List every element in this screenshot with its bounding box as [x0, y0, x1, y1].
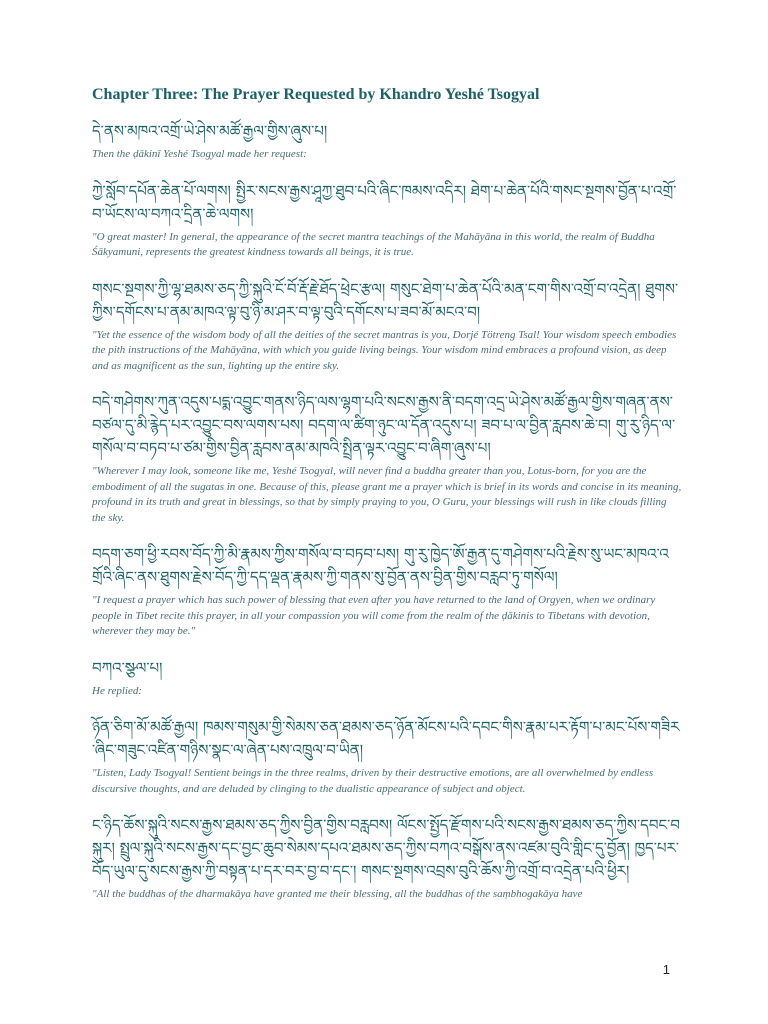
- paragraph: [92, 120, 682, 163]
- tibetan-text: བཀའ་སྩལ་པ།: [92, 658, 163, 677]
- english-translation: Then the ḍākinī Yeshé Tsogyal made her request:: [92, 148, 307, 160]
- english-translation: "I request a prayer which has such power of blessing that even after you have returned to the land of Orgyen, when we ordinary people in Tibet recite this prayer, in all your compassion you will come from the realm of the ḍākinis to Tibetans with devotion, wherever they may be.": [92, 594, 656, 637]
- paragraph: [92, 716, 682, 797]
- paragraph: [92, 278, 682, 375]
- english-translation: "Yet the essence of the wisdom body of all the deities of the secret mantras is you, Dorjé Tötreng Tsal! Your wisdom speech embodies the pith instructions of the Mahāyāna, with which you guide living beings. Your wisdom mind embraces a profound vision, as deep and as magnificent as the sun, lighting up the entire sky.: [92, 328, 677, 372]
- tibetan-text: བདག་ཅག་ཕྱི་རབས་བོད་ཀྱི་མི་རྣམས་ཀྱིས་གསོལ་བ་བཏབ་པས། གུ་རུ་ཁྱེད་ཨོ་རྒྱན་དུ་གཤེགས་པའི་རྗེས་སུ་ཡང་མཁའ་འགྲོའི་ཞིང་ནས་ཐུགས་རྗེས་བོད་ཀྱི་དད་ལྡན་རྣམས་ཀྱི་གནས་སུ་བྱོན་ནས་བྱིན་གྱིས་བརླབ་ཏུ་གསོལ།: [92, 545, 669, 586]
- document-page: [92, 84, 682, 920]
- page-number: 1: [662, 962, 670, 977]
- tibetan-text: བདེ་གཤེགས་ཀུན་འདུས་པདྨ་འབྱུང་གནས་ཉིད་ལས་ལྷག་པའི་སངས་རྒྱས་ནི་བདག་འདྲ་ཡེ་ཤེས་མཚོ་རྒྱལ་གྱིས་གཞན་ནས་བཙལ་དུ་མི་རྙེད་པར་འབྱུང་བས་ལགས་པས། བདག་ལ་ཚིག་ཉུང་ལ་དོན་འདུས་པ། ཟབ་པ་ལ་བྱིན་རླབས་ཆེ་བ། གུ་རུ་ཉིད་ལ་གསོལ་བ་བཏབ་པ་ཙམ་གྱིས་བྱིན་རླབས་ནམ་མཁའི་སྤྲིན་ལྟར་འབྱུང་བ་ཞིག་ཞུས་པ།: [92, 393, 676, 457]
- english-translation: He replied:: [92, 684, 142, 697]
- paragraph: [92, 543, 682, 640]
- paragraph: [92, 391, 682, 526]
- english-translation: "Wherever I may look, someone like me, Yeshé Tsogyal, will never find a buddha greater than you, Lotus-born, for you are the embodiment of all the sugatas in one. Because of this, please grant me a prayer which is brief in its words and concise in its meaning, profound in its truth and great in blessings, so that by simply praying to you, O Guru, your blessings will rush in like clouds filling the sky.: [92, 465, 682, 524]
- paragraph: [92, 814, 682, 903]
- tibetan-text: གསང་སྔགས་ཀྱི་ལྷ་ཐམས་ཅད་ཀྱི་སྐུའི་ངོ་བོ་རྡོ་རྗེ་ཐོད་ཕྲེང་རྩལ། གསུང་ཐེག་པ་ཆེན་པོའི་མན་ངག་གིས་འགྲོ་བ་འདྲེན། ཐུགས་ཀྱིས་དགོངས་པ་ནམ་མཁའ་ལྟ་བུ་ཉི་མ་ཤར་བ་ལྟ་བུའི་དགོངས་པ་ཟབ་མོ་མངའ་བ།: [92, 279, 679, 321]
- tibetan-text: ཉོན་ཅིག་མོ་མཚོ་རྒྱལ། ཁམས་གསུམ་གྱི་སེམས་ཅན་ཐམས་ཅད་ཉོན་མོངས་པའི་དབང་གིས་རྣམ་པར་རྟོག་པ་མང་པོས་གཟིར་ཞིང་གཟུང་འཛིན་གཉིས་སྣང་ལ་ཞེན་པས་འཁྲུལ་བ་ཡིན།: [92, 718, 680, 759]
- paragraph: [92, 657, 682, 700]
- chapter-title: Chapter Three: The Prayer Requested by Khandro Yeshé Tsogyal: [92, 86, 540, 103]
- english-translation: "Listen, Lady Tsogyal! Sentient beings in the three realms, driven by their destructive emotions, are all overwhelmed by endless discursive thoughts, and are deluded by clinging to the dualistic appearance of subject and object.: [92, 767, 654, 795]
- tibetan-text: ང་ཉིད་ཆོས་སྐུའི་སངས་རྒྱས་ཐམས་ཅད་ཀྱིས་བྱིན་གྱིས་བརླབས། ལོངས་སྤྱོད་རྫོགས་པའི་སངས་རྒྱས་ཐམས་ཅད་ཀྱིས་དབང་བསྐུར། སྤྲུལ་སྐུའི་སངས་རྒྱས་དང་བྱང་ཆུབ་སེམས་དཔའ་ཐམས་ཅད་ཀྱིས་བཀའ་བསྒོས་ནས་འཛམ་བུའི་གླིང་དུ་བྱོན། ཁྱད་པར་བོད་ཡུལ་དུ་སངས་རྒྱས་ཀྱི་བསྟན་པ་དར་བར་བྱ་བ་དང་། གསང་སྔགས་འབྲས་བུའི་ཆོས་ཀྱི་འགྲོ་བ་འདྲེན་པའི་ཕྱིར།: [92, 816, 680, 880]
- english-translation: "O great master! In general, the appearance of the secret mantra teachings of the Mahāyāna in this world, the realm of Buddha Śākyamuni, represents the greatest kindness towards all beings, it is true.: [92, 230, 655, 258]
- tibetan-text: དེ་ནས་མཁའ་འགྲོ་ཡེ་ཤེས་མཚོ་རྒྱལ་གྱིས་ཞུས་པ།: [92, 122, 328, 140]
- paragraph: [92, 180, 682, 261]
- english-translation: "All the buddhas of the dharmakāya have granted me their blessing, all the buddhas of the saṃbhogakāya have: [92, 888, 583, 900]
- tibetan-text: ཀྱེ་སློབ་དཔོན་ཆེན་པོ་ལགས། སྤྱིར་སངས་རྒྱས་ཤཱཀྱ་ཐུབ་པའི་ཞིང་ཁམས་འདིར། ཐེག་པ་ཆེན་པོའི་གསང་སྔགས་བྱོན་པ་འགྲོ་བ་ཡོངས་ལ་བཀའ་དྲིན་ཆེ་ལགས།: [92, 181, 677, 223]
